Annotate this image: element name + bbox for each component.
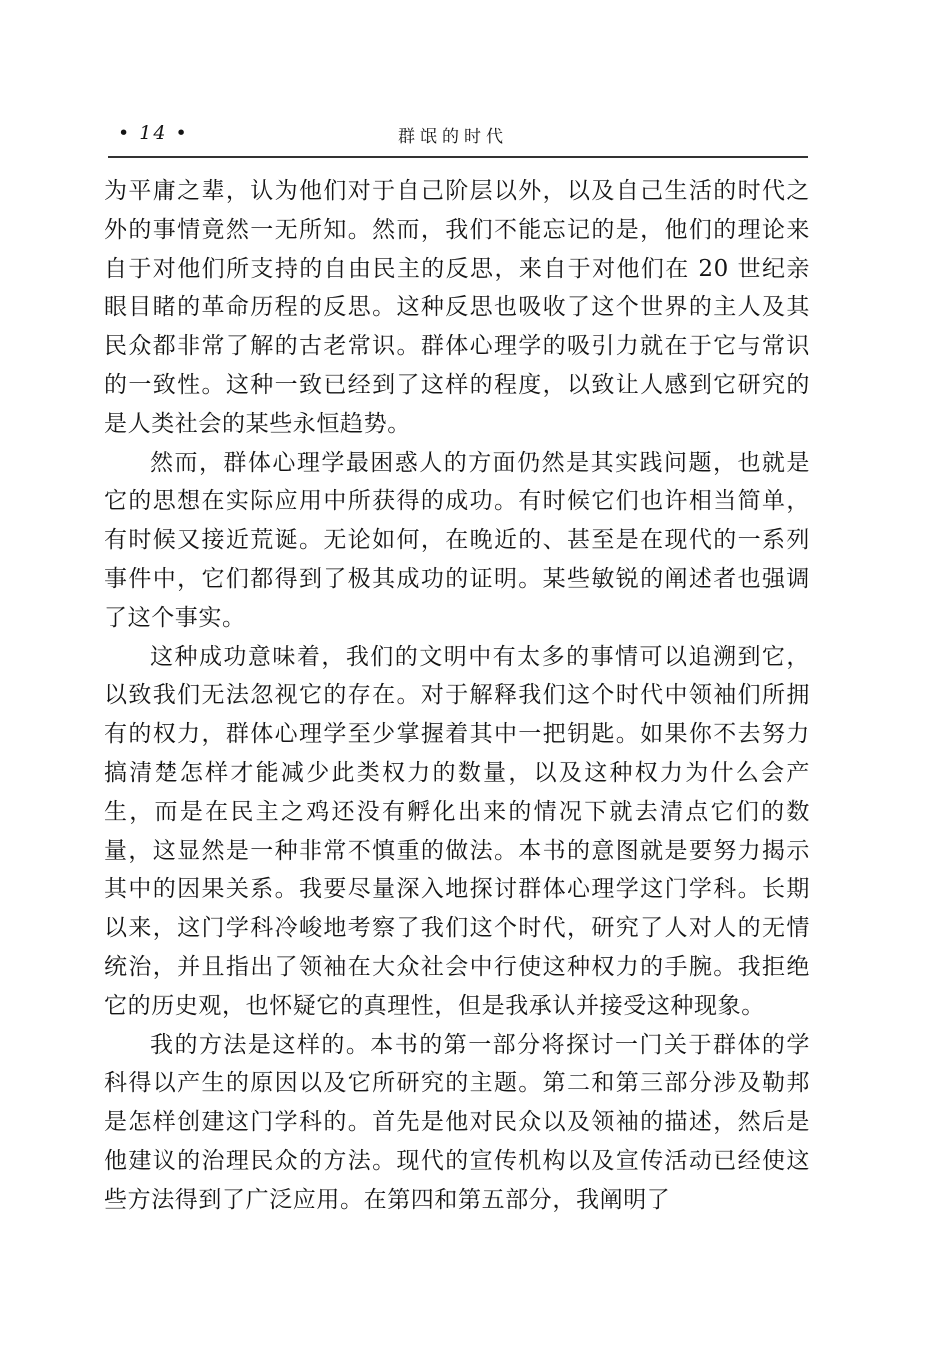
paragraph-continued: 为平庸之辈，认为他们对于自己阶层以外，以及自己生活的时代之外的事情竟然一无所知。然而，我们不能忘记的是，他们的理论来自于对他们所支持的自由民主的反思，来自于对他们在 20 世纪亲眼目睹的革命历程的反思。这种反思也吸收了这个世界的主人及其民众都非常了解的古老常识。群体心理学的吸引力就在于它与常识的一致性。这种一致已经到了这样的程度，以致让人感到它研究的是人类社会的某些永恒趋势。 xyxy=(104,178,810,437)
running-title: 群氓的时代 xyxy=(398,127,508,147)
page-number: • 14 • xyxy=(118,122,189,144)
page-header xyxy=(108,122,808,152)
header-rule xyxy=(108,156,808,158)
paragraph: 这种成功意味着，我们的文明中有太多的事情可以追溯到它，以致我们无法忽视它的存在。对于解释我们这个时代中领袖们所拥有的权力，群体心理学至少掌握着其中一把钥匙。如果你不去努力搞清楚怎样才能减少此类权力的数量，以及这种权力为什么会产生，而是在民主之鸡还没有孵化出来的情况下就去清点它们的数量，这显然是一种非常不慎重的做法。本书的意图就是要努力揭示其中的因果关系。我要尽量深入地探讨群体心理学这门学科。长期以来，这门学科冷峻地考察了我们这个时代，研究了人对人的无情统治，并且指出了领袖在大众社会中行使这种权力的手腕。我拒绝它的历史观，也怀疑它的真理性，但是我承认并接受这种现象。 xyxy=(104,643,810,1019)
body-text xyxy=(104,172,810,1220)
paragraph: 我的方法是这样的。本书的第一部分将探讨一门关于群体的学科得以产生的原因以及它所研究的主题。第二和第三部分涉及勒邦是怎样创建这门学科的。首先是他对民众以及领袖的描述，然后是他建议的治理民众的方法。现代的宣传机构以及宣传活动已经使这些方法得到了广泛应用。在第四和第五部分，我阐明了 xyxy=(104,1031,810,1213)
paragraph: 然而，群体心理学最困惑人的方面仍然是其实践问题，也就是它的思想在实际应用中所获得的成功。有时候它们也许相当简单，有时候又接近荒诞。无论如何，在晚近的、甚至是在现代的一系列事件中，它们都得到了极其成功的证明。某些敏锐的阐述者也强调了这个事实。 xyxy=(104,449,810,631)
